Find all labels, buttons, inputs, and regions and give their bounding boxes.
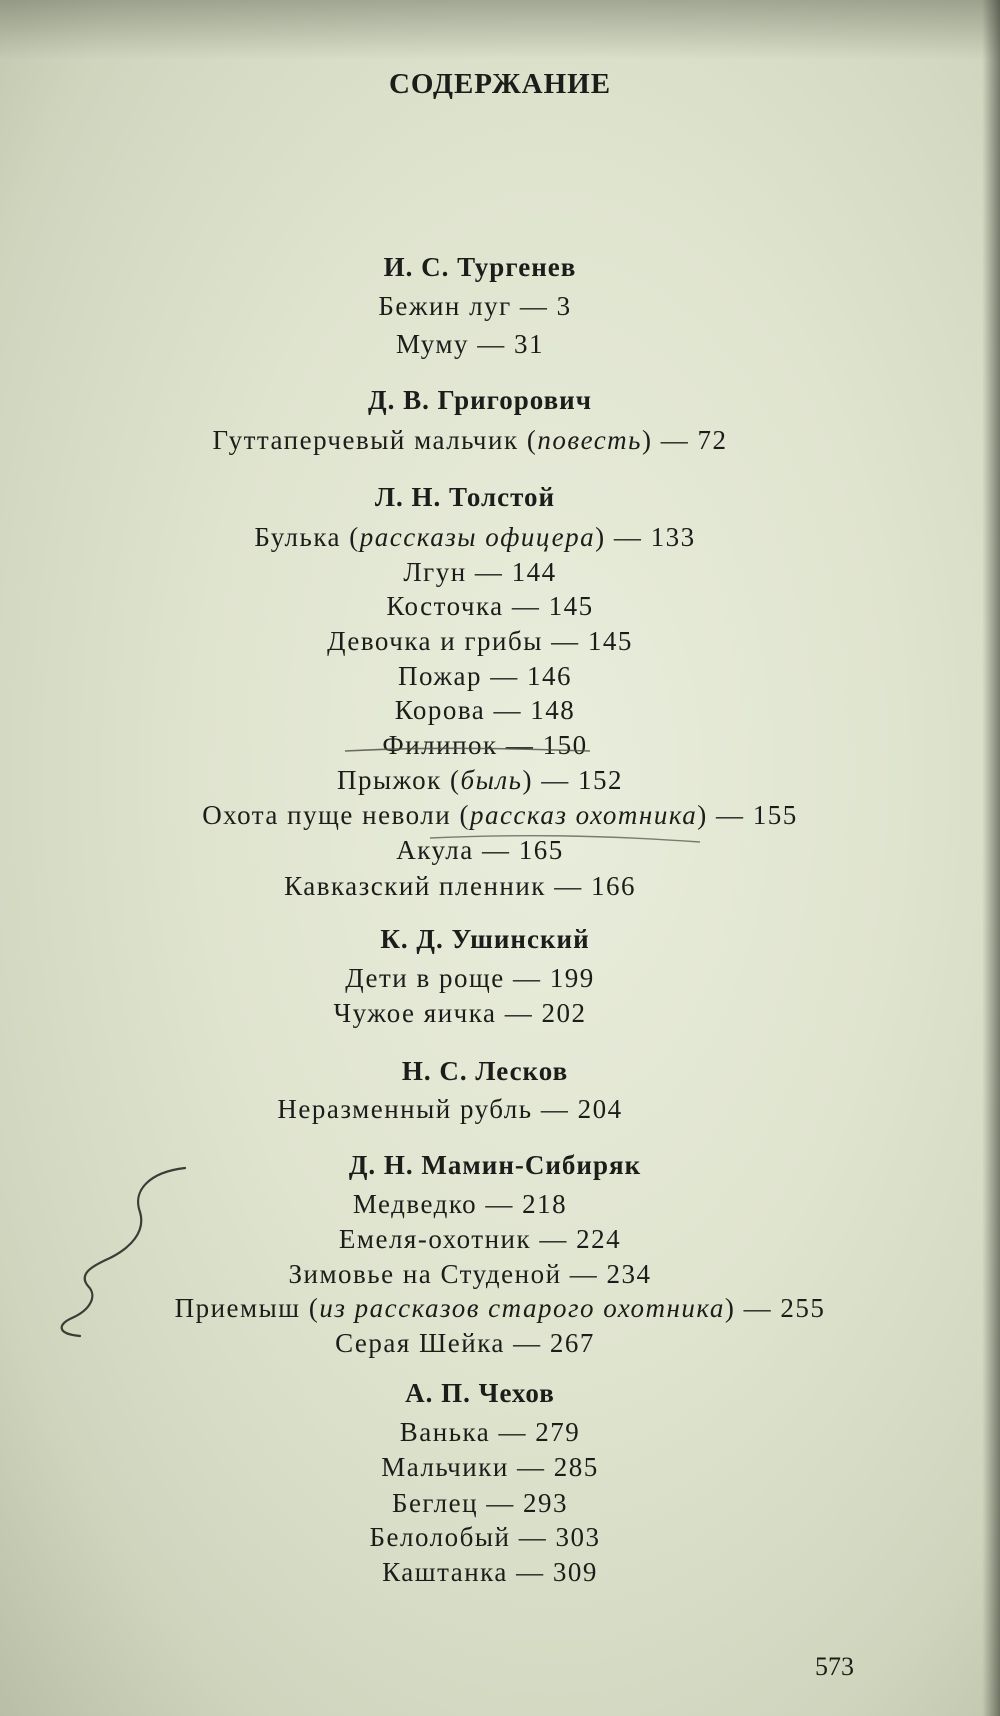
entry-title: Пожар (398, 661, 482, 691)
entry-page-number: 144 (511, 557, 557, 587)
toc-entry: Филипок — 150 (382, 730, 588, 760)
toc-entry: Емеля-охотник — 224 (338, 1224, 622, 1254)
entry-title: Кавказский пленник (284, 871, 546, 901)
author-heading: Л. Н. Толстой (374, 482, 556, 512)
entry-page-number: 204 (577, 1094, 623, 1124)
entry-page-number: 146 (526, 661, 572, 691)
toc-entry: Булька (рассказы офицера) — 133 (254, 522, 696, 552)
entry-title: Муму (395, 329, 470, 359)
entry-genre-note: повесть (537, 425, 642, 455)
toc-entry: Гуттаперчевый мальчик (повесть) — 72 (212, 425, 728, 455)
entry-title: Чужое яичка (333, 998, 497, 1028)
toc-entry: Муму — 31 (395, 329, 545, 359)
entry-title: Неразменный рубль (277, 1094, 533, 1124)
toc-entry: Серая Шейка — 267 (335, 1328, 595, 1358)
entry-title: Косточка (386, 591, 504, 621)
entry-page-number: 145 (548, 591, 594, 621)
entry-page-number: 166 (590, 871, 636, 901)
toc-entry: Зимовье на Студеной — 234 (288, 1259, 652, 1289)
entry-page-number: 148 (530, 695, 576, 725)
toc-entry: Девочка и грибы — 145 (327, 626, 633, 656)
entry-genre-note: из рассказов старого охотника (319, 1293, 725, 1323)
author-heading: И. С. Тургенев (383, 252, 577, 282)
entry-title: Булька (254, 522, 342, 552)
toc-entry: Мальчики — 285 (381, 1452, 599, 1482)
entry-title: Филипок (382, 730, 498, 760)
entry-title: Гуттаперчевый мальчик (212, 425, 519, 455)
entry-genre-note: быль (460, 765, 523, 795)
toc-entry: Неразменный рубль — 204 (277, 1094, 623, 1124)
entry-page-number: 285 (553, 1452, 599, 1482)
author-heading: Н. С. Лесков (401, 1056, 569, 1086)
entry-title: Серая Шейка (335, 1328, 505, 1358)
entry-title: Лгун (403, 557, 467, 587)
entry-page-number: 309 (552, 1557, 598, 1587)
entry-page-number: 72 (697, 425, 728, 455)
entry-page-number: 234 (606, 1259, 652, 1289)
entry-page-number: 152 (577, 765, 623, 795)
toc-entry: Чужое яичка — 202 (333, 998, 587, 1028)
toc-entry: Дети в роще — 199 (345, 963, 595, 993)
entry-title: Корова (394, 695, 486, 725)
toc-entry: Охота пуще неволи (рассказ охотника) — 155 (202, 800, 798, 830)
author-heading: К. Д. Ушинский (380, 924, 590, 954)
entry-page-number: 202 (541, 998, 587, 1028)
entry-page-number: 199 (549, 963, 595, 993)
entry-page-number: 224 (576, 1224, 622, 1254)
entry-title: Дети в роще (345, 963, 505, 993)
entry-genre-note: рассказы офицера (359, 522, 596, 552)
entry-title: Бежин луг (378, 291, 512, 321)
page-title: СОДЕРЖАНИЕ (388, 68, 612, 100)
entry-title: Белолобый (369, 1522, 511, 1552)
entry-title: Каштанка (382, 1557, 508, 1587)
toc-entry: Прыжок (быль) — 152 (337, 765, 623, 795)
entry-page-number: 155 (752, 800, 798, 830)
entry-page-number: 267 (549, 1328, 595, 1358)
toc-entry: Каштанка — 309 (382, 1557, 598, 1587)
entry-title: Ванька (399, 1417, 491, 1447)
entry-page-number: 303 (555, 1522, 601, 1552)
page-number: 573 (815, 1652, 854, 1681)
entry-title: Беглец (391, 1488, 479, 1518)
entry-title: Медведко (352, 1189, 478, 1219)
entry-page-number: 293 (523, 1488, 569, 1518)
entry-page-number: 133 (650, 522, 696, 552)
entry-page-number: 165 (518, 835, 564, 865)
toc-entry: Лгун — 144 (403, 557, 557, 587)
entry-page-number: 145 (587, 626, 633, 656)
author-heading: Д. Н. Мамин-Сибиряк (348, 1150, 642, 1180)
toc-entry: Приемыш (из рассказов старого охотника) — 255 (174, 1293, 826, 1323)
entry-page-number: 279 (535, 1417, 581, 1447)
entry-title: Девочка и грибы (327, 626, 543, 656)
toc-entry: Кавказский пленник — 166 (284, 871, 636, 901)
toc-entry: Ванька — 279 (399, 1417, 581, 1447)
toc-entry: Акула — 165 (396, 835, 564, 865)
toc-entry: Корова — 148 (394, 695, 576, 725)
entry-title: Приемыш (174, 1293, 301, 1323)
toc-entry: Бежин луг — 3 (378, 291, 572, 321)
author-heading: Д. В. Григорович (368, 385, 592, 415)
entry-title: Акула (396, 835, 474, 865)
entry-title: Емеля-охотник (338, 1224, 532, 1254)
toc-entry: Белолобый — 303 (369, 1522, 601, 1552)
entry-page-number: 3 (556, 291, 572, 321)
toc-entry: Пожар — 146 (398, 661, 572, 691)
entry-title: Охота пуще неволи (202, 800, 452, 830)
entry-page-number: 218 (522, 1189, 568, 1219)
entry-page-number: 150 (542, 730, 588, 760)
entry-page-number: 255 (780, 1293, 826, 1323)
entry-genre-note: рассказ охотника (469, 800, 698, 830)
entry-title: Мальчики (381, 1452, 509, 1482)
entry-title: Зимовье на Студеной (288, 1259, 562, 1289)
toc-entry: Беглец — 293 (391, 1488, 569, 1518)
entry-title: Прыжок (337, 765, 442, 795)
toc-entry: Косточка — 145 (386, 591, 594, 621)
entry-page-number: 31 (514, 329, 545, 359)
author-heading: А. П. Чехов (405, 1378, 555, 1408)
toc-entry: Медведко — 218 (352, 1189, 568, 1219)
